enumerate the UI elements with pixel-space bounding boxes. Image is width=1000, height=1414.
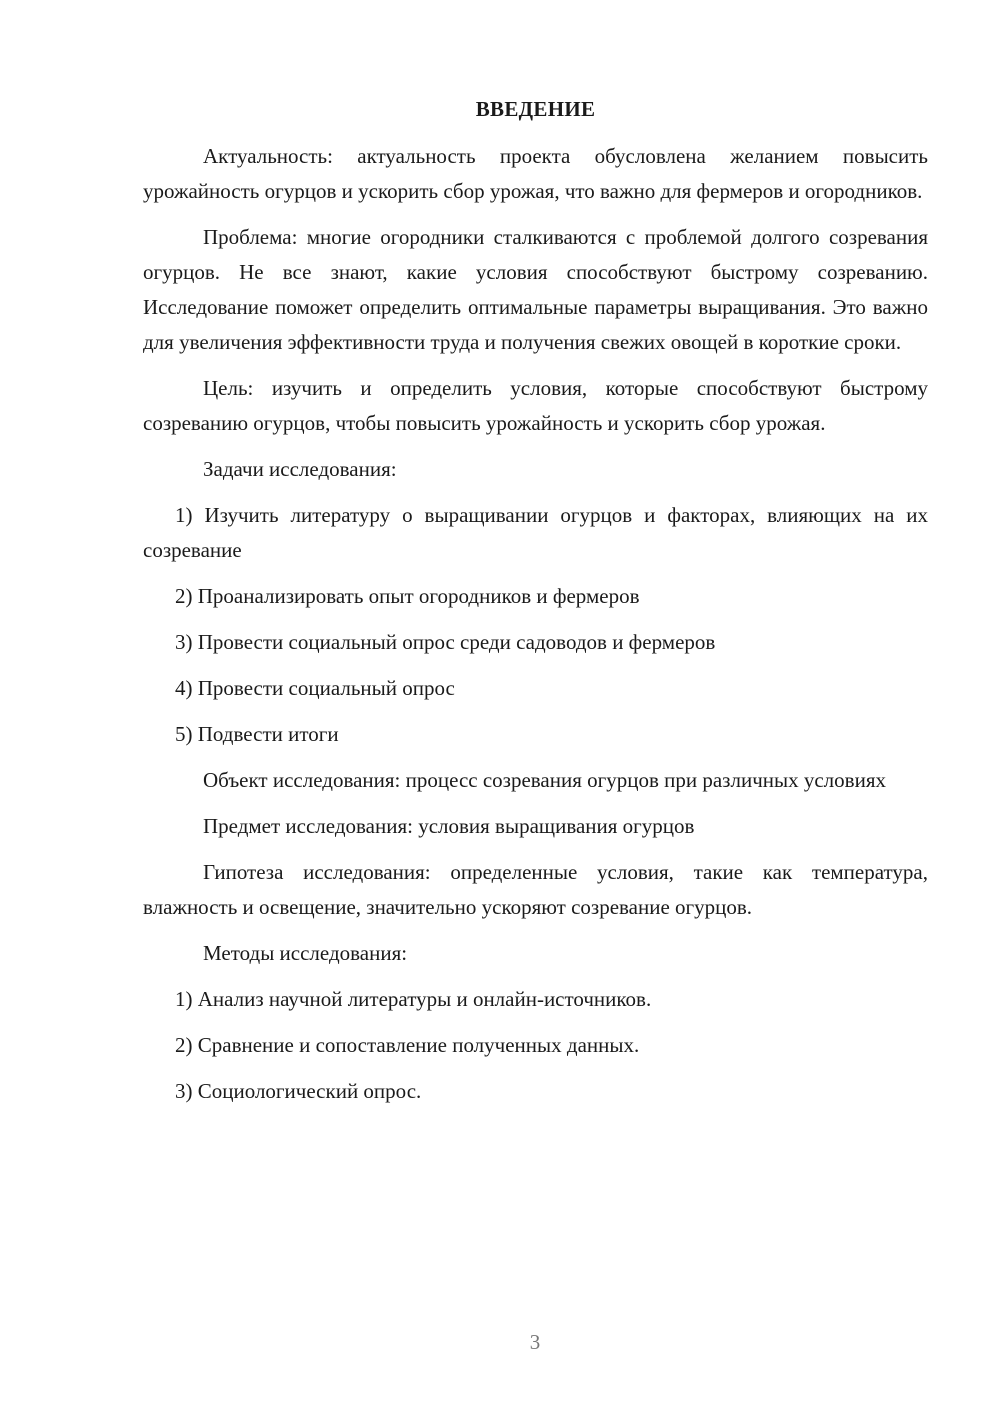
task-item: 4) Провести социальный опрос: [175, 676, 455, 700]
document-page: [143, 92, 928, 1120]
relevance-paragraph: Актуальность: актуальность проекта обусловлена желанием повысить урожайность огурцов и ускорить сбор урожая, что важно для фермеров и огородников.: [143, 144, 928, 203]
methods-list: [143, 982, 928, 1109]
problem-paragraph: Проблема: многие огородники сталкиваются с проблемой долгого созревания огурцов. Не все знают, какие условия способствуют быстрому созреванию. Исследование поможет определить оптимальные параметры выращивания. Это важно для увеличения эффективности труда и получения свежих овощей в короткие сроки.: [143, 225, 928, 354]
task-item: 2) Проанализировать опыт огородников и фермеров: [175, 584, 640, 608]
section-title: ВВЕДЕНИЕ: [475, 97, 596, 121]
task-item: 1) Изучить литературу о выращивании огурцов и факторах, влияющих на их созревание: [143, 503, 928, 562]
task-item: 5) Подвести итоги: [175, 722, 339, 746]
methods-heading: Методы исследования:: [203, 941, 408, 965]
tasks-list: [143, 498, 928, 752]
task-item: 3) Провести социальный опрос среди садоводов и фермеров: [175, 630, 716, 654]
page-number: 3: [529, 1330, 541, 1354]
tasks-heading: Задачи исследования:: [203, 457, 397, 481]
goal-paragraph: Цель: изучить и определить условия, которые способствуют быстрому созреванию огурцов, чтобы повысить урожайность и ускорить сбор урожая.: [143, 376, 928, 435]
subject-paragraph: Предмет исследования: условия выращивания огурцов: [203, 814, 695, 838]
method-item: 2) Сравнение и сопоставление полученных данных.: [175, 1033, 640, 1057]
method-item: 3) Социологический опрос.: [175, 1079, 422, 1103]
hypothesis-paragraph: Гипотеза исследования: определенные условия, такие как температура, влажность и освещение, значительно ускоряют созревание огурцов.: [143, 860, 928, 919]
method-item: 1) Анализ научной литературы и онлайн-источников.: [175, 987, 652, 1011]
object-paragraph: Объект исследования: процесс созревания огурцов при различных условиях: [203, 768, 886, 792]
